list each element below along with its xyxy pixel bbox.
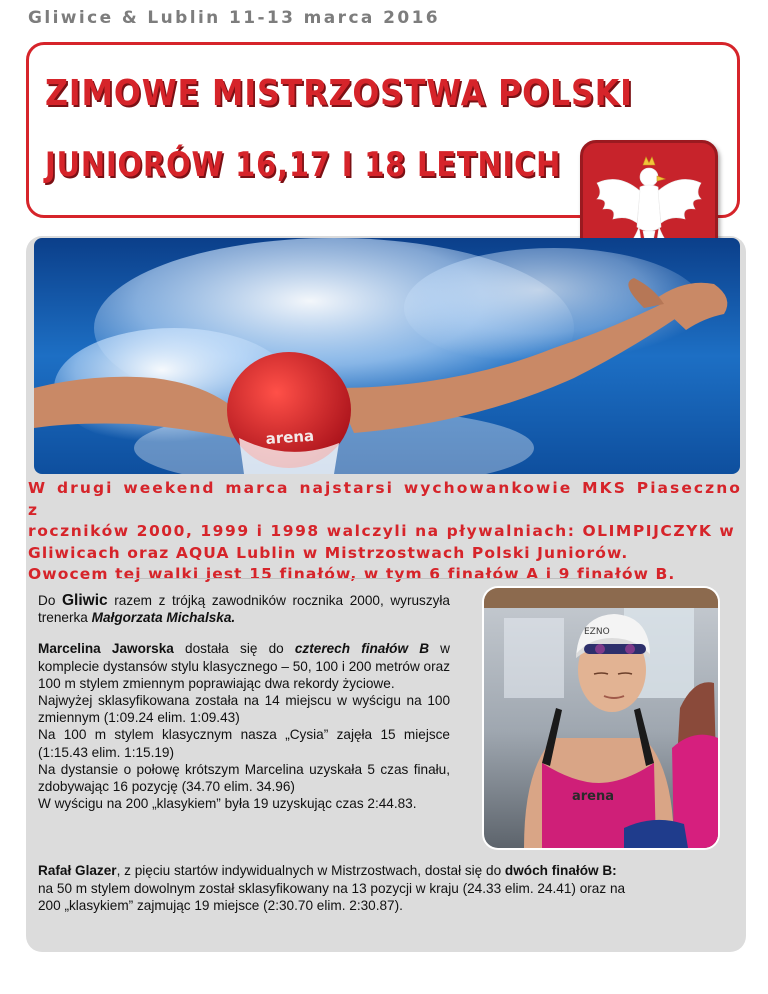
rafal-line: na 50 m stylem dowolnym został sklasyfikowany na 13 pozycji w kraju (24.33 elim. 24.41) oraz na: [38, 880, 626, 896]
city-name: Gliwic: [61, 592, 108, 609]
intro-paragraph: [38, 592, 450, 626]
paragraph-text: , z pięciu startów indywidualnych w Mistrzostwach, dostał się do: [116, 863, 505, 878]
athlete-portrait-photo: [484, 588, 718, 848]
finals-count: dwóch finałów B:: [504, 863, 617, 878]
lead-line: roczników 2000, 1999 i 1998 walczyli na pływalniach: OLIMPIJCZYK w: [28, 522, 736, 540]
section-divider: [116, 578, 620, 579]
lead-line: Owocem tej walki jest 15 finałów, w tym 6 finałów A i 9 finałów B.: [28, 565, 676, 583]
cap-text: EZNO: [584, 627, 610, 637]
paragraph-text: dostała się do: [173, 641, 295, 657]
result-line: W wyścigu na 200 „klasykiem” była 19 uzyskując czas 2:44.83.: [38, 796, 417, 812]
rafal-line: 200 „klasykiem” zajmując 19 miejsce (2:30.70 elim. 2:30.87).: [38, 898, 403, 914]
coach-name: Małgorzata Michalska.: [91, 610, 236, 626]
championship-subtitle: JUNIORÓW 16,17 I 18 LETNICH: [45, 145, 562, 185]
lead-line: Gliwicach oraz AQUA Lublin w Mistrzostwach Polski Juniorów.: [28, 543, 629, 562]
swimsuit-logo: arena: [572, 789, 615, 804]
marcelina-paragraph: [38, 640, 450, 692]
paragraph-text: w komplecie dystansów stylu klasycznego – 50, 100 i 200 metrów oraz 100 m stylem zmiennym poprawiając dwa rekordy życiowe.: [38, 641, 450, 691]
event-date-line: Gliwice & Lublin 11-13 marca 2016: [28, 8, 441, 28]
rafal-line: [38, 862, 738, 880]
athlete-name: Marcelina Jaworska: [38, 641, 174, 657]
result-line: Na 100 m stylem klasycznym nasza „Cysia” zajęła 15 miejsce (1:15.43 elim. 1:15.19): [38, 727, 450, 760]
championship-title: ZIMOWE MISTRZOSTWA POLSKI: [45, 73, 633, 114]
lead-paragraph: [28, 478, 742, 586]
lead-line: W drugi weekend marca najstarsi wychowankowie MKS Piaseczno z: [28, 479, 742, 519]
intro-text: Do: [38, 593, 62, 608]
result-line: Na dystansie o połowę krótszym Marcelina uzyskała 5 czas finału, zdobywając 16 pozycję (34.70 elim. 34.96): [38, 761, 450, 795]
athlete-name: Rafał Glazer: [38, 863, 117, 878]
swimmer-butterfly-photo: [34, 238, 740, 474]
cap-logo: arena: [265, 426, 315, 448]
finals-count: czterech finałów B: [294, 641, 430, 657]
article-column: [38, 592, 450, 812]
intro-text: razem z trójką zawodników rocznika 2000, wyruszyła trenerka: [38, 593, 450, 626]
rafal-paragraph: [38, 862, 738, 915]
result-line: Najwyżej sklasyfikowana została na 14 miejscu w wyścigu na 100 zmiennym (1:09.24 elim. 1:09.43): [38, 693, 450, 726]
